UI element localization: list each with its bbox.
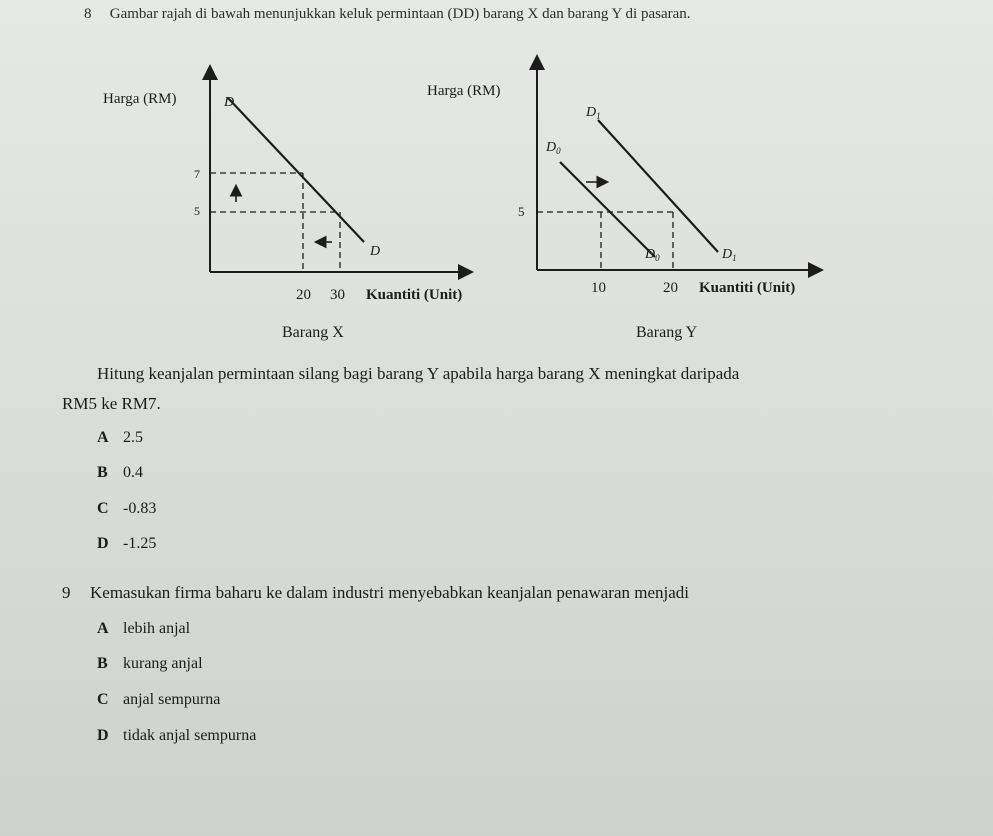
q9-option-b[interactable] xyxy=(97,655,203,673)
q8-option-a-text: 2.5 xyxy=(123,429,143,446)
q8-option-c-letter: C xyxy=(97,500,109,517)
graph-x-x-axis-label: Kuantiti (Unit) xyxy=(366,287,463,303)
graph-y-price-tick-5: 5 xyxy=(518,204,525,219)
q8-question-line2: RM5 ke RM7. xyxy=(62,394,161,413)
q8-option-d-text: -1.25 xyxy=(123,535,157,552)
q8-option-a[interactable] xyxy=(97,429,143,447)
q8-question-line1: Hitung keanjalan permintaan silang bagi barang Y apabila harga barang X meningkat daripada xyxy=(97,364,740,383)
q8-number: 8 xyxy=(84,6,92,22)
q8-option-b[interactable] xyxy=(97,464,143,482)
q8-option-b-letter: B xyxy=(97,464,108,481)
graph-y-qty-tick-10: 10 xyxy=(591,280,606,296)
graph-y-demand-curve-d1 xyxy=(598,120,718,252)
graph-x-curve-label-bottom: D xyxy=(370,244,381,259)
q9-question-text: Kemasukan firma baharu ke dalam industri menyebabkan keanjalan penawaran menjadi xyxy=(90,583,690,602)
q8-option-d[interactable] xyxy=(97,535,156,553)
q9-option-a-text: lebih anjal xyxy=(123,620,191,637)
graph-x-demand-curve xyxy=(228,98,364,242)
q9-number: 9 xyxy=(62,583,71,602)
graph-x-curve-label-top: D xyxy=(224,95,235,110)
q9-option-c-text: anjal sempurna xyxy=(123,691,221,708)
q9-option-a[interactable] xyxy=(97,620,190,638)
graph-x-price-tick-7: 7 xyxy=(194,167,200,181)
graph-y-caption: Barang Y xyxy=(636,324,698,341)
q9-option-d-text: tidak anjal sempurna xyxy=(123,727,257,744)
graph-y-y-axis-label: Harga (RM) xyxy=(427,83,501,99)
q9-option-d-letter: D xyxy=(97,727,109,744)
graph-y-d0-label-bottom: $D_0$ xyxy=(645,247,660,263)
graph-y-qty-tick-20: 20 xyxy=(663,280,678,296)
graph-x-price-tick-5: 5 xyxy=(194,204,200,218)
q9-option-d[interactable] xyxy=(97,727,256,745)
q9-option-c-letter: C xyxy=(97,691,109,708)
graph-x-qty-tick-30: 30 xyxy=(330,287,345,303)
q8-option-c[interactable] xyxy=(97,500,156,518)
graph-y-d1-label-top: $D_1$ xyxy=(586,105,601,121)
demand-graphs xyxy=(0,0,993,360)
graph-y-demand-curve-d0 xyxy=(560,162,655,257)
graph-y-d1-label-bottom: $D_1$ xyxy=(722,247,737,263)
q9-option-a-letter: A xyxy=(97,620,109,637)
graph-y-d0-label-top: $D_0$ xyxy=(546,140,561,156)
graph-barang-x xyxy=(103,68,470,341)
q8-option-c-text: -0.83 xyxy=(123,500,157,517)
q9-option-b-text: kurang anjal xyxy=(123,655,203,672)
q8-option-a-letter: A xyxy=(97,429,109,446)
q8-intro-text: Gambar rajah di bawah menunjukkan keluk permintaan (DD) barang X dan barang Y di pasaran. xyxy=(109,6,691,22)
graph-y-x-axis-label: Kuantiti (Unit) xyxy=(699,280,796,296)
q9-question xyxy=(62,583,689,603)
q8-option-b-text: 0.4 xyxy=(123,464,143,481)
q9-option-c[interactable] xyxy=(97,691,220,709)
graph-x-y-axis-label: Harga (RM) xyxy=(103,91,177,107)
q8-option-d-letter: D xyxy=(97,535,109,552)
graph-barang-y xyxy=(427,58,820,341)
graph-x-caption: Barang X xyxy=(282,324,344,341)
q9-option-b-letter: B xyxy=(97,655,108,672)
graph-x-qty-tick-20: 20 xyxy=(296,287,311,303)
